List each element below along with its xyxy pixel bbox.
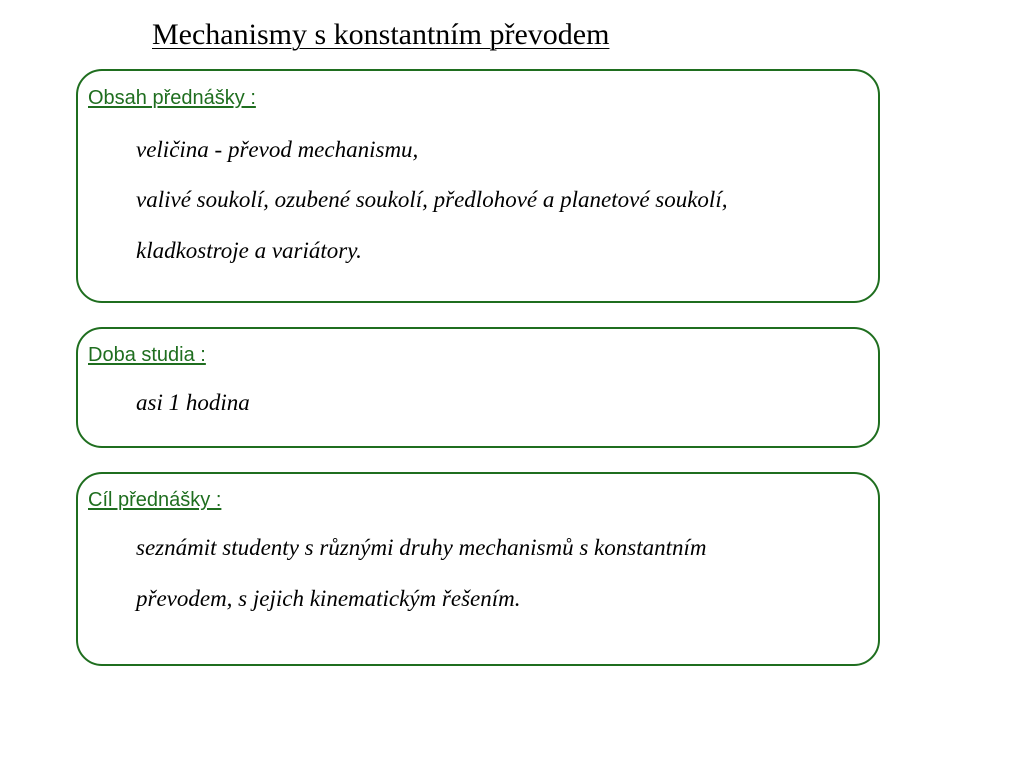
content-line: asi 1 hodina [136, 390, 250, 415]
content-line: veličina - převod mechanismu, [136, 137, 419, 162]
page-title: Mechanismy s konstantním převodem [152, 18, 610, 51]
section-box-lecture-content [76, 69, 880, 303]
section-box-lecture-goal [76, 472, 880, 666]
section-box-study-time [76, 327, 880, 448]
section-label-lecture-content: Obsah přednášky : [88, 87, 256, 109]
content-line: seznámit studenty s různými druhy mechanismů s konstantním [136, 535, 707, 560]
content-line: převodem, s jejich kinematickým řešením. [136, 586, 521, 611]
content-line: kladkostroje a variátory. [136, 238, 362, 263]
section-label-lecture-goal: Cíl přednášky : [88, 489, 222, 511]
content-line: valivé soukolí, ozubené soukolí, předlohové a planetové soukolí, [136, 187, 728, 212]
section-label-study-time: Doba studia : [88, 344, 206, 366]
